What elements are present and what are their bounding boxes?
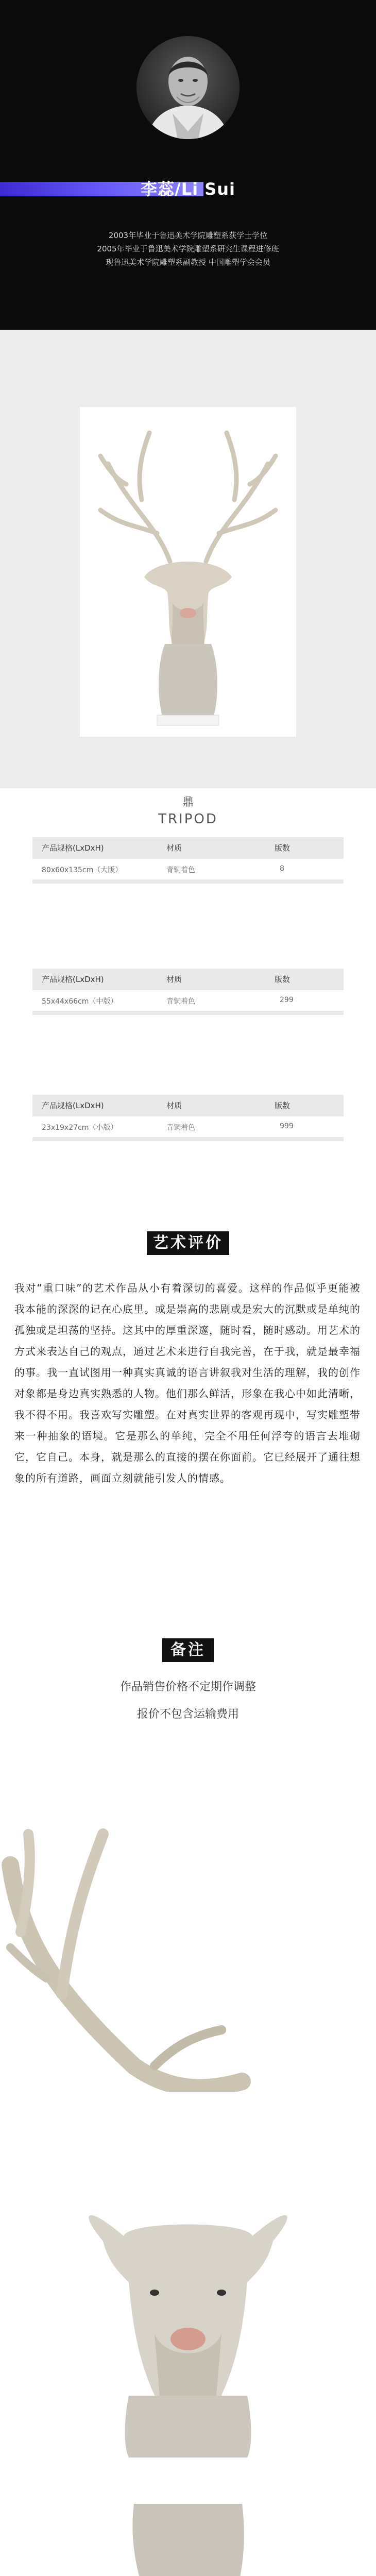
bio-line: 2005年毕业于鲁迅美术学院雕塑系研究生课程进修班 xyxy=(97,244,279,253)
spec-edition: 8 xyxy=(280,865,284,873)
deer-head-detail-icon xyxy=(0,2190,376,2458)
spec-header-edition: 版数 xyxy=(275,975,290,984)
spec-size: 23x19x27cm（小版） xyxy=(42,1124,118,1132)
spec-header-material: 材质 xyxy=(166,1101,182,1110)
artist-bio xyxy=(0,229,376,269)
spec-size: 55x44x66cm（中版） xyxy=(42,997,118,1006)
review-heading: 艺术评价 xyxy=(147,1231,229,1255)
artist-portrait-icon xyxy=(136,36,240,139)
spec-header-material: 材质 xyxy=(166,975,182,984)
detail-photo-base xyxy=(0,2504,376,2576)
detail-photo-head xyxy=(0,2190,376,2458)
spec-table-medium xyxy=(32,969,344,1015)
spec-header-size: 产品规格(LxDxH) xyxy=(42,1101,104,1110)
spec-value-row xyxy=(32,859,344,879)
work-title-en: TRIPOD xyxy=(158,811,218,827)
notes-heading: 备注 xyxy=(162,1638,214,1662)
spec-header-row xyxy=(32,1095,344,1115)
artist-avatar xyxy=(136,36,240,139)
note-line: 报价不包含运输费用 xyxy=(136,1708,239,1721)
review-text: 我对“重口味”的艺术作品从小有着深切的喜爱。这样的作品似乎更能被我本能的深深的记在心底里。或是崇高的悲剧或是宏大的沉默或是单纯的孤独或是坦荡的坚持。这其中的厚重深邃，随时看，随时感动。用艺术的方式来表达自己的观点，通过艺术来进行自我完善，在于我，就是最幸福的事。我一直试图用一种真实真诚的语言讲叙我对生活的理解，我的创作对象都是身边真实熟悉的人物。他们那么鲜活，形象在我心中如此清晰，我不得不用。我喜欢写实雕塑。在对真实世界的客观再现中，写实雕塑带来一种抽象的语境。它是那么的单纯，完全不用任何浮夸的语言去堆砌它，它自己。本身，就是那么的直接的摆在你面前。它已经展开了通往想象的所有道路，画面立刻就能引发人的情感。 xyxy=(14,1282,361,1484)
antler-detail-icon xyxy=(0,1824,376,2092)
bio-line: 现鲁迅美术学院雕塑系副教授 中国雕塑学会会员 xyxy=(106,258,270,267)
main-photo xyxy=(80,407,296,737)
work-title-cn: 鼎 xyxy=(182,796,194,809)
sculpture-base-detail-icon xyxy=(0,2504,376,2576)
spec-header-edition: 版数 xyxy=(275,1101,290,1110)
deer-sculpture-icon xyxy=(80,407,296,737)
spec-header-row xyxy=(32,969,344,989)
spec-edition: 299 xyxy=(280,996,294,1004)
spec-table-large xyxy=(32,837,344,884)
spec-material: 青铜着色 xyxy=(166,1124,195,1132)
spec-material: 青铜着色 xyxy=(166,866,195,874)
spec-table-small xyxy=(32,1095,344,1141)
artist-name: 李蕊/Li Sui xyxy=(141,179,235,199)
spec-header-row xyxy=(32,837,344,858)
spec-edition: 999 xyxy=(280,1122,294,1130)
spec-header-material: 材质 xyxy=(166,843,182,853)
spec-size: 80x60x135cm（大版） xyxy=(42,866,123,874)
detail-photo-antler xyxy=(0,1824,376,2092)
spec-value-row xyxy=(32,1116,344,1137)
spec-header-size: 产品规格(LxDxH) xyxy=(42,975,104,984)
artist-header xyxy=(0,0,376,330)
spec-header-size: 产品规格(LxDxH) xyxy=(42,843,104,853)
spec-value-row xyxy=(32,990,344,1011)
bio-line: 2003年毕业于鲁迅美术学院雕塑系获学士学位 xyxy=(108,231,268,240)
spec-material: 青铜着色 xyxy=(166,997,195,1006)
note-line: 作品销售价格不定期作调整 xyxy=(119,1681,256,1693)
spec-header-edition: 版数 xyxy=(275,843,290,853)
